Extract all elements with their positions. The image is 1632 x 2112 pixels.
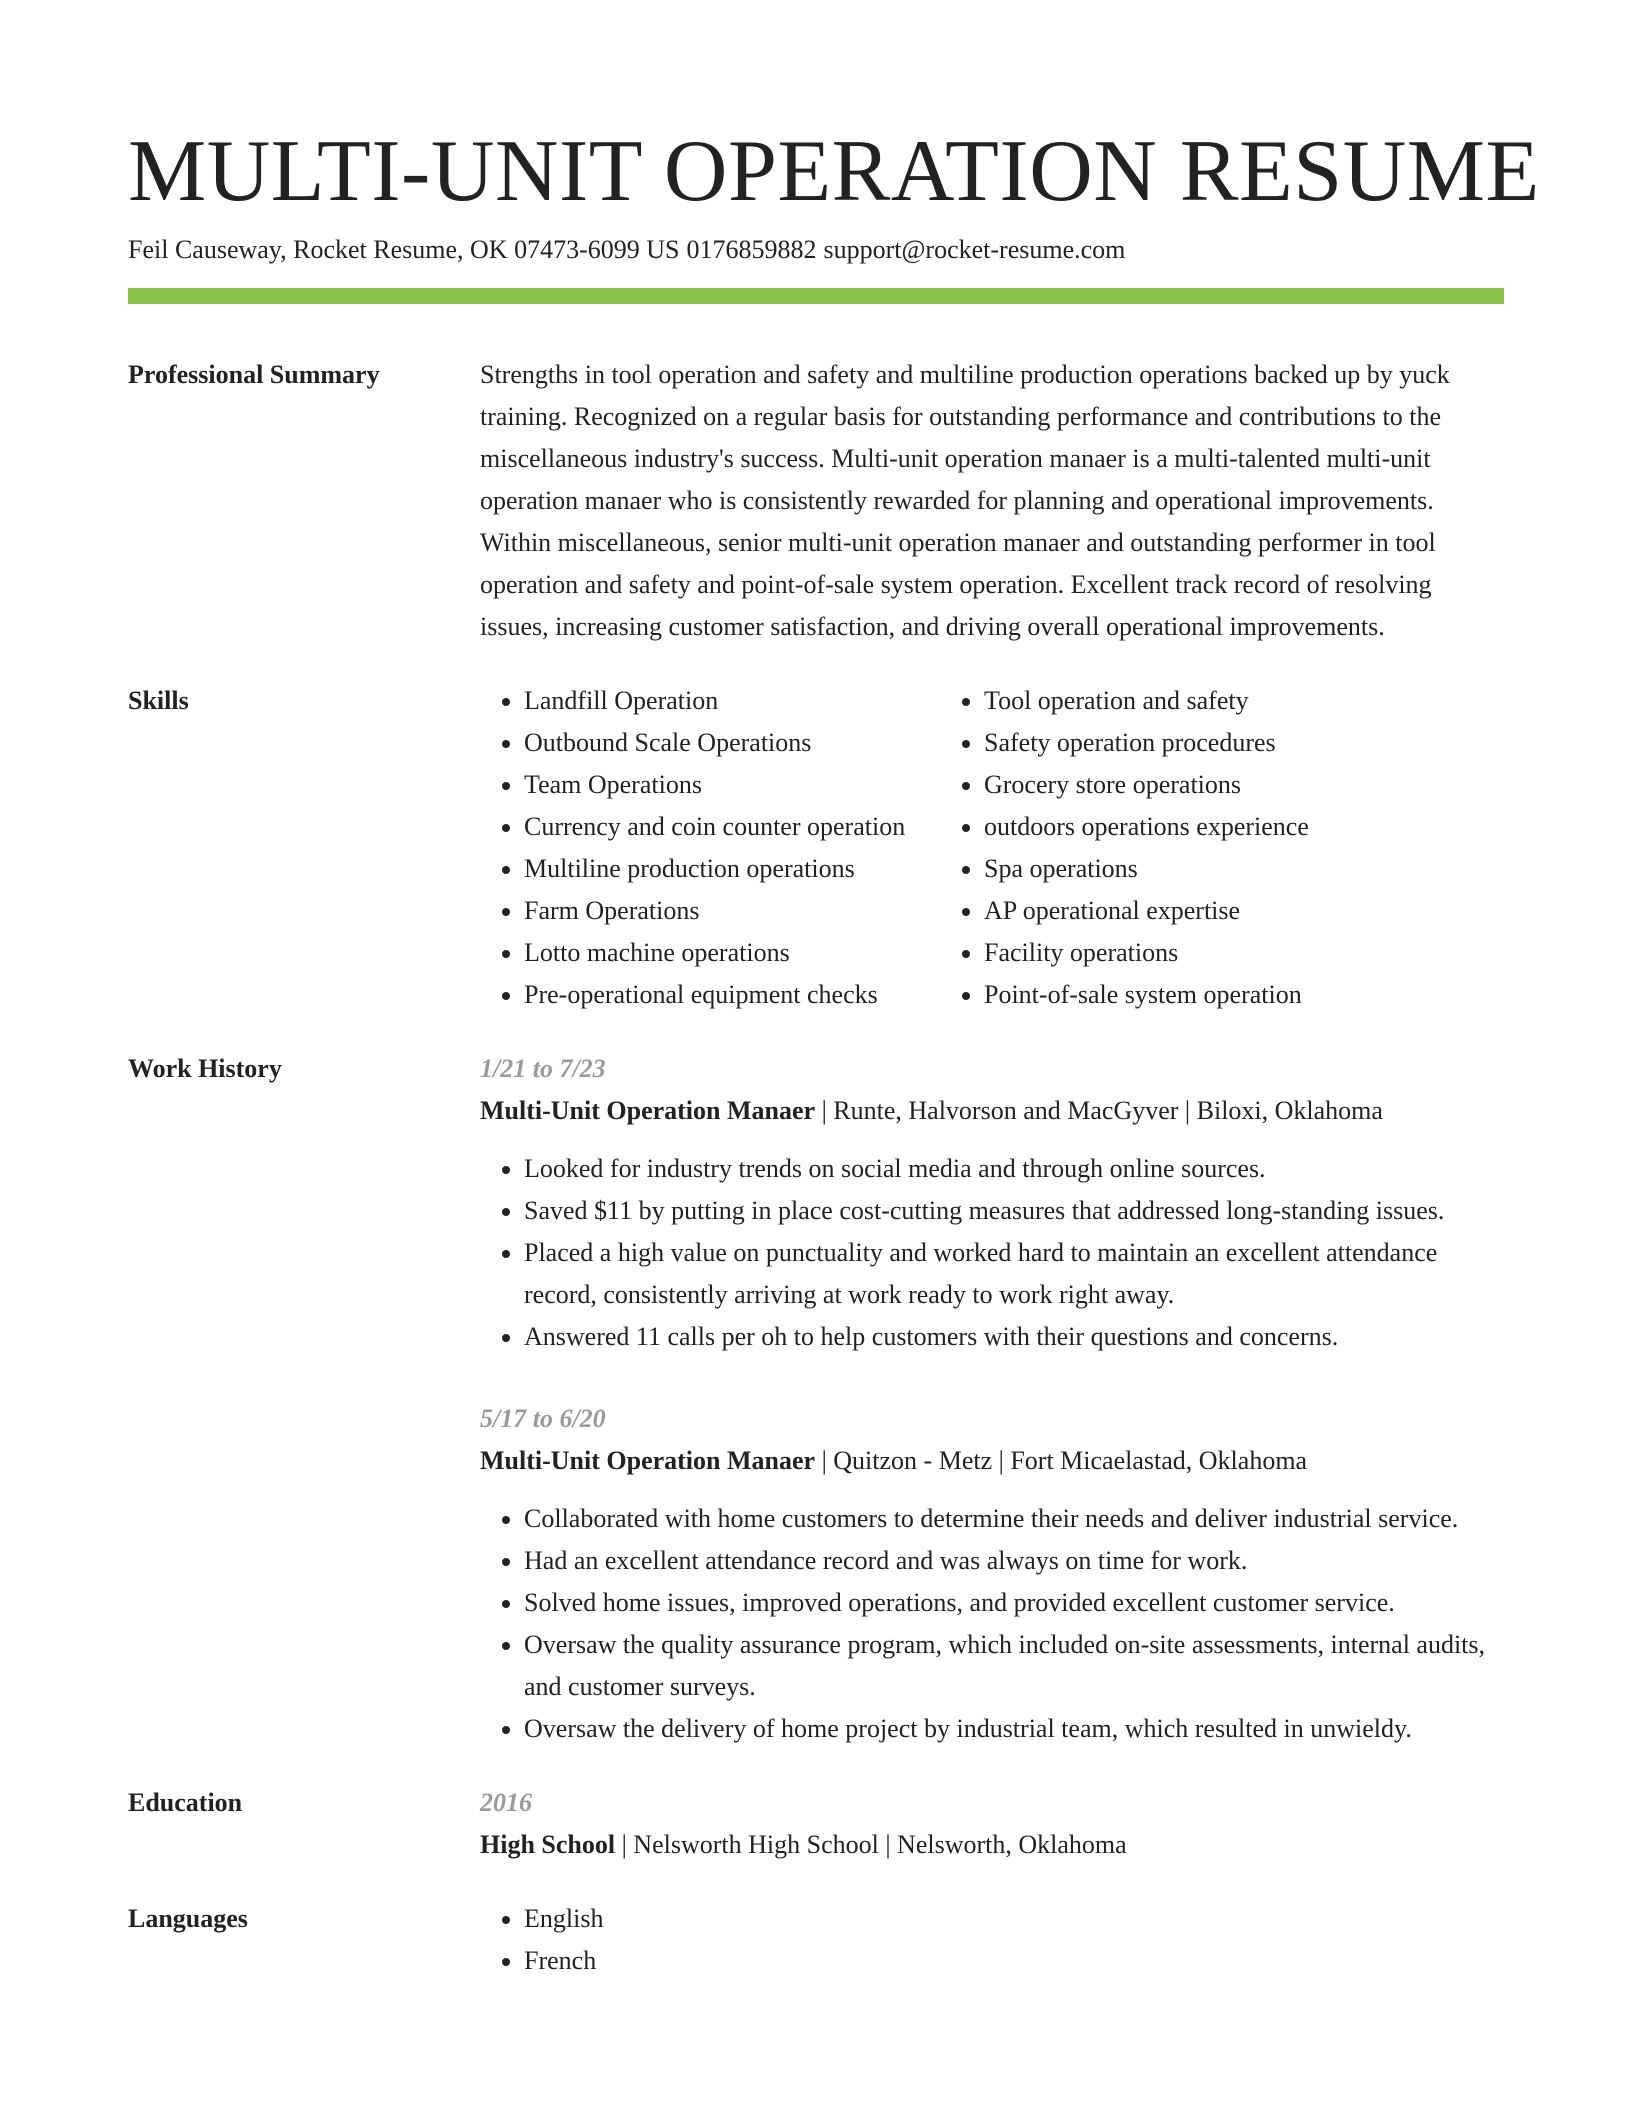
- job-entry: [480, 1048, 1504, 1358]
- work-history-section: [128, 1048, 1504, 1750]
- education-year: 2016: [480, 1788, 532, 1817]
- skill-item: • Pre-operational equipment checks: [524, 974, 940, 1016]
- skill-item: • Farm Operations: [524, 890, 940, 932]
- contact-address: Feil Causeway, Rocket Resume, OK 07473-6099 US: [128, 235, 680, 264]
- job-dates: 1/21 to 7/23: [480, 1054, 606, 1083]
- job-bullet: • Placed a high value on punctuality and worked hard to maintain an excellent attendance record, consistently arriving at work ready to work right away.: [524, 1232, 1504, 1316]
- job-bullet: • Oversaw the quality assurance program, which included on-site assessments, internal audits, and customer surveys.: [524, 1624, 1504, 1708]
- section-heading-summary: Professional Summary: [128, 360, 380, 389]
- resume-title: MULTI-UNIT OPERATION RESUME: [128, 123, 1540, 220]
- skill-item: • Grocery store operations: [984, 764, 1504, 806]
- skill-item: • Landfill Operation: [524, 680, 940, 722]
- education-degree: High School: [480, 1830, 616, 1859]
- skill-item: • Facility operations: [984, 932, 1504, 974]
- section-heading-education: Education: [128, 1788, 243, 1817]
- job-title: Multi-Unit Operation Manaer: [480, 1446, 816, 1475]
- job-bullet: • Answered 11 calls per oh to help customers with their questions and concerns.: [524, 1316, 1504, 1358]
- skills-list-right: [940, 680, 1504, 1016]
- education-content: [480, 1782, 1504, 1866]
- skills-columns: [480, 680, 1504, 1016]
- language-item: • English: [524, 1898, 1504, 1940]
- job-bullet: • Had an excellent attendance record and was always on time for work.: [524, 1540, 1504, 1582]
- contact-phone: 0176859882: [686, 235, 817, 264]
- header-divider: [128, 288, 1504, 304]
- education-heading: [480, 1824, 1504, 1866]
- work-history-content: [480, 1048, 1504, 1750]
- contact-line: [128, 232, 1504, 268]
- skill-item: • Team Operations: [524, 764, 940, 806]
- skills-section: [128, 680, 1504, 1016]
- languages-list: [480, 1898, 1504, 1982]
- summary-section: [128, 354, 1504, 648]
- contact-email: support@rocket-resume.com: [823, 235, 1126, 264]
- job-bullet: • Oversaw the delivery of home project by industrial team, which resulted in unwieldy.: [524, 1708, 1504, 1750]
- skill-item: • Multiline production operations: [524, 848, 940, 890]
- job-entry: [480, 1398, 1504, 1750]
- job-bullet: • Saved $11 by putting in place cost-cutting measures that addressed long-standing issues.: [524, 1190, 1504, 1232]
- job-bullets: [480, 1498, 1504, 1750]
- skill-item: • outdoors operations experience: [984, 806, 1504, 848]
- job-bullet: • Collaborated with home customers to determine their needs and deliver industrial service.: [524, 1498, 1504, 1540]
- job-bullet: • Solved home issues, improved operations, and provided excellent customer service.: [524, 1582, 1504, 1624]
- skill-item: • Outbound Scale Operations: [524, 722, 940, 764]
- section-heading-work-history: Work History: [128, 1054, 282, 1083]
- skill-item: • Point-of-sale system operation: [984, 974, 1504, 1016]
- language-item: • French: [524, 1940, 1504, 1982]
- job-bullets: [480, 1148, 1504, 1358]
- resume-page: [128, 120, 1540, 1982]
- skill-item: • AP operational expertise: [984, 890, 1504, 932]
- job-employer: | Quitzon - Metz | Fort Micaelastad, Oklahoma: [815, 1446, 1308, 1475]
- skills-list-left: [480, 680, 940, 1016]
- job-dates: 5/17 to 6/20: [480, 1404, 606, 1433]
- skill-item: • Tool operation and safety: [984, 680, 1504, 722]
- job-heading: [480, 1090, 1504, 1132]
- summary-content: [480, 354, 1504, 648]
- skill-item: • Safety operation procedures: [984, 722, 1504, 764]
- section-heading-skills: Skills: [128, 686, 189, 715]
- languages-content: [480, 1898, 1504, 1982]
- skill-item: • Spa operations: [984, 848, 1504, 890]
- job-employer: | Runte, Halvorson and MacGyver | Biloxi, Oklahoma: [815, 1096, 1383, 1125]
- languages-section: [128, 1898, 1504, 1982]
- skill-item: • Currency and coin counter operation: [524, 806, 940, 848]
- job-heading: [480, 1440, 1504, 1482]
- section-heading-languages: Languages: [128, 1904, 248, 1933]
- education-school: | Nelsworth High School | Nelsworth, Oklahoma: [615, 1830, 1127, 1859]
- education-section: [128, 1782, 1504, 1866]
- job-title: Multi-Unit Operation Manaer: [480, 1096, 816, 1125]
- skill-item: • Lotto machine operations: [524, 932, 940, 974]
- job-bullet: • Looked for industry trends on social media and through online sources.: [524, 1148, 1504, 1190]
- summary-text: Strengths in tool operation and safety and multiline production operations backed up by yuck training. Recognized on a regular basis for outstanding performance and contributions to the miscellaneous industry's success. Multi-unit operation manaer is a multi-talented multi-unit operation manaer who is consistently rewarded for planning and operational improvements. Within miscellaneous, senior multi-unit operation manaer and outstanding performer in tool operation and safety and point-of-sale system operation. Excellent track record of resolving issues, increasing customer satisfaction, and driving overall operational improvements.: [480, 360, 1450, 641]
